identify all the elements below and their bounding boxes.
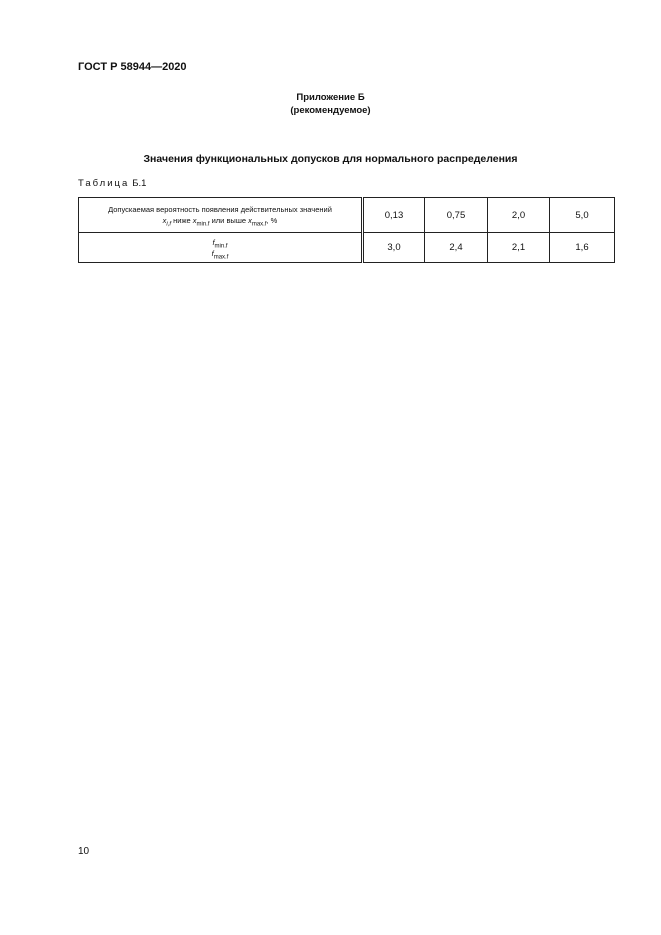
section-title: Значения функциональных допусков для нормального распределения <box>143 153 518 165</box>
factor-value: 2,4 <box>425 233 488 263</box>
xmax-subscript: max.f <box>251 221 267 228</box>
above-text: или выше <box>209 216 249 225</box>
factor-header-cell <box>79 233 363 263</box>
fmin-symbol: f <box>212 237 215 247</box>
document-code: ГОСТ Р 58944—2020 <box>78 61 187 73</box>
fmin-label <box>82 237 358 248</box>
page-number: 10 <box>78 846 90 857</box>
probability-value: 0,75 <box>425 198 488 233</box>
fmin-subscript: min.f <box>214 243 228 249</box>
unit-text: , % <box>266 216 278 225</box>
fmax-label <box>82 248 358 259</box>
fmax-subscript: max.f <box>213 254 229 260</box>
fmax-symbol: f <box>211 248 214 258</box>
probability-header-line2 <box>82 215 358 226</box>
x-symbol: x <box>162 216 167 225</box>
probability-value: 0,13 <box>363 198 425 233</box>
below-text: ниже <box>171 216 193 225</box>
xmin-symbol: x <box>192 216 197 225</box>
tolerance-table <box>78 197 615 263</box>
xmin-subscript: min.f <box>196 221 210 228</box>
appendix-status: (рекомендуемое) <box>290 105 371 116</box>
table-label-word: Таблица <box>78 178 130 189</box>
factor-value: 3,0 <box>363 233 425 263</box>
probability-value: 5,0 <box>550 198 615 233</box>
xmax-symbol: x <box>248 216 252 225</box>
table-label-number: Б.1 <box>132 178 147 189</box>
probability-value: 2,0 <box>488 198 550 233</box>
table-label <box>78 178 146 189</box>
factor-value: 2,1 <box>488 233 550 263</box>
factor-value: 1,6 <box>550 233 615 263</box>
table-row <box>79 233 615 263</box>
x-subscript: i,f <box>166 221 172 228</box>
probability-header-cell <box>79 198 363 233</box>
appendix-title: Приложение Б <box>296 92 365 103</box>
probability-header-line1: Допускаемая вероятность появления действительных значений <box>108 205 332 214</box>
table-row <box>79 198 615 233</box>
appendix-heading <box>0 91 661 117</box>
